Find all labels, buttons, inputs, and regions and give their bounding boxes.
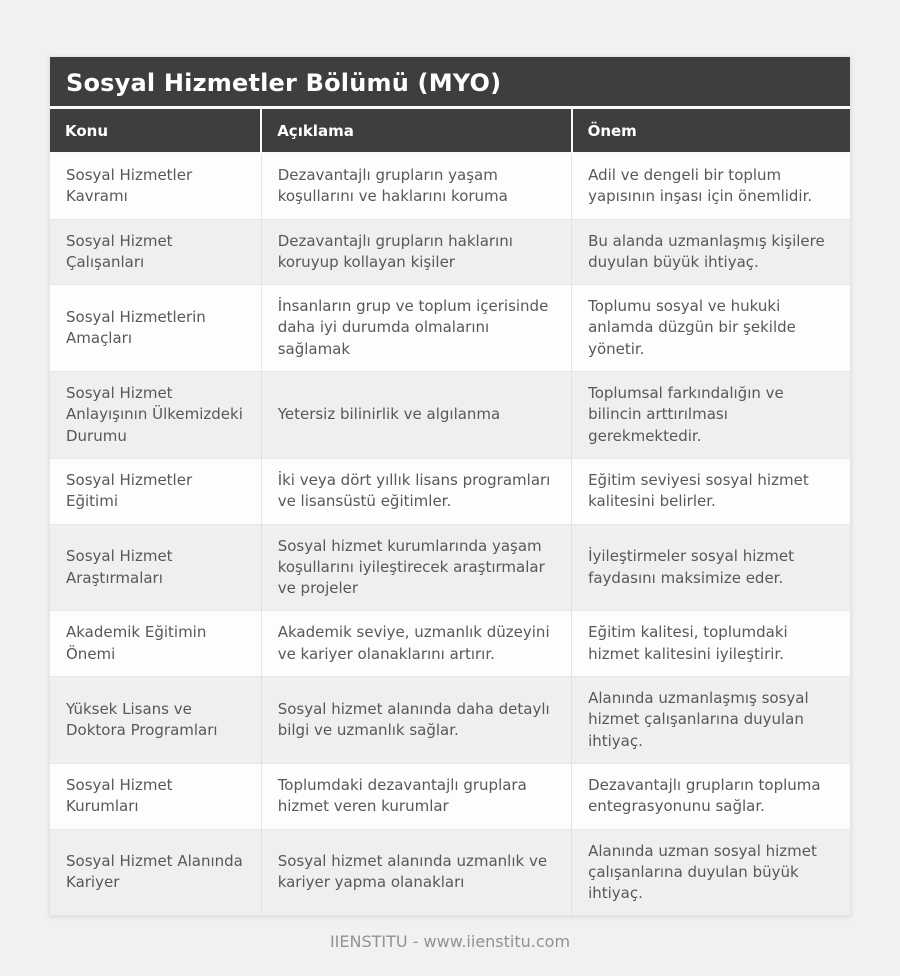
table-row [50, 219, 850, 285]
cell-konu: Sosyal Hizmet Anlayışının Ülkemizdeki Durumu [50, 372, 261, 459]
table-row [50, 285, 850, 372]
cell-aciklama: Toplumdaki dezavantajlı gruplara hizmet veren kurumlar [261, 763, 571, 829]
cell-aciklama: Sosyal hizmet kurumlarında yaşam koşullarını iyileştirecek araştırmalar ve projeler [261, 524, 571, 611]
info-table [50, 109, 850, 915]
cell-aciklama: Yetersiz bilinirlik ve algılanma [261, 372, 571, 459]
cell-aciklama: Sosyal hizmet alanında daha detaylı bilgi ve uzmanlık sağlar. [261, 677, 571, 764]
cell-konu: Sosyal Hizmet Alanında Kariyer [50, 829, 261, 915]
cell-onem: Eğitim seviyesi sosyal hizmet kalitesini belirler. [572, 458, 850, 524]
footer-text: IIENSTITU - www.iienstitu.com [329, 932, 571, 952]
table-row [50, 829, 850, 915]
cell-konu: Akademik Eğitimin Önemi [50, 611, 261, 677]
cell-onem: İyileştirmeler sosyal hizmet faydasını maksimize eder. [572, 524, 850, 611]
page-title: Sosyal Hizmetler Bölümü (MYO) [50, 57, 850, 109]
cell-onem: Eğitim kalitesi, toplumdaki hizmet kalitesini iyileştirir. [572, 611, 850, 677]
cell-konu: Sosyal Hizmetler Eğitimi [50, 458, 261, 524]
cell-onem: Alanında uzman sosyal hizmet çalışanlarına duyulan büyük ihtiyaç. [572, 829, 850, 915]
cell-onem: Adil ve dengeli bir toplum yapısının inşası için önemlidir. [572, 153, 850, 219]
cell-aciklama: Akademik seviye, uzmanlık düzeyini ve kariyer olanaklarını artırır. [261, 611, 571, 677]
cell-onem: Toplumu sosyal ve hukuki anlamda düzgün bir şekilde yönetir. [572, 285, 850, 372]
table-header [50, 109, 850, 153]
cell-konu: Yüksek Lisans ve Doktora Programları [50, 677, 261, 764]
table-row [50, 372, 850, 459]
cell-konu: Sosyal Hizmet Çalışanları [50, 219, 261, 285]
table-row [50, 611, 850, 677]
table-card [49, 56, 851, 916]
cell-aciklama: İki veya dört yıllık lisans programları ve lisansüstü eğitimler. [261, 458, 571, 524]
header-row [50, 109, 850, 153]
cell-aciklama: İnsanların grup ve toplum içerisinde daha iyi durumda olmalarını sağlamak [261, 285, 571, 372]
cell-onem: Bu alanda uzmanlaşmış kişilere duyulan büyük ihtiyaç. [572, 219, 850, 285]
table-row [50, 763, 850, 829]
cell-onem: Alanında uzmanlaşmış sosyal hizmet çalışanlarına duyulan ihtiyaç. [572, 677, 850, 764]
cell-aciklama: Dezavantajlı grupların haklarını koruyup kollayan kişiler [261, 219, 571, 285]
table-body [50, 153, 850, 915]
table-row [50, 458, 850, 524]
column-header-aciklama: Açıklama [261, 109, 571, 153]
cell-aciklama: Dezavantajlı grupların yaşam koşullarını ve haklarını koruma [261, 153, 571, 219]
cell-aciklama: Sosyal hizmet alanında uzmanlık ve kariyer yapma olanakları [261, 829, 571, 915]
cell-onem: Toplumsal farkındalığın ve bilincin arttırılması gerekmektedir. [572, 372, 850, 459]
cell-onem: Dezavantajlı grupların topluma entegrasyonunu sağlar. [572, 763, 850, 829]
cell-konu: Sosyal Hizmet Araştırmaları [50, 524, 261, 611]
cell-konu: Sosyal Hizmetlerin Amaçları [50, 285, 261, 372]
table-row [50, 524, 850, 611]
column-header-onem: Önem [572, 109, 850, 153]
cell-konu: Sosyal Hizmet Kurumları [50, 763, 261, 829]
cell-konu: Sosyal Hizmetler Kavramı [50, 153, 261, 219]
table-row [50, 153, 850, 219]
column-header-konu: Konu [50, 109, 261, 153]
table-row [50, 677, 850, 764]
